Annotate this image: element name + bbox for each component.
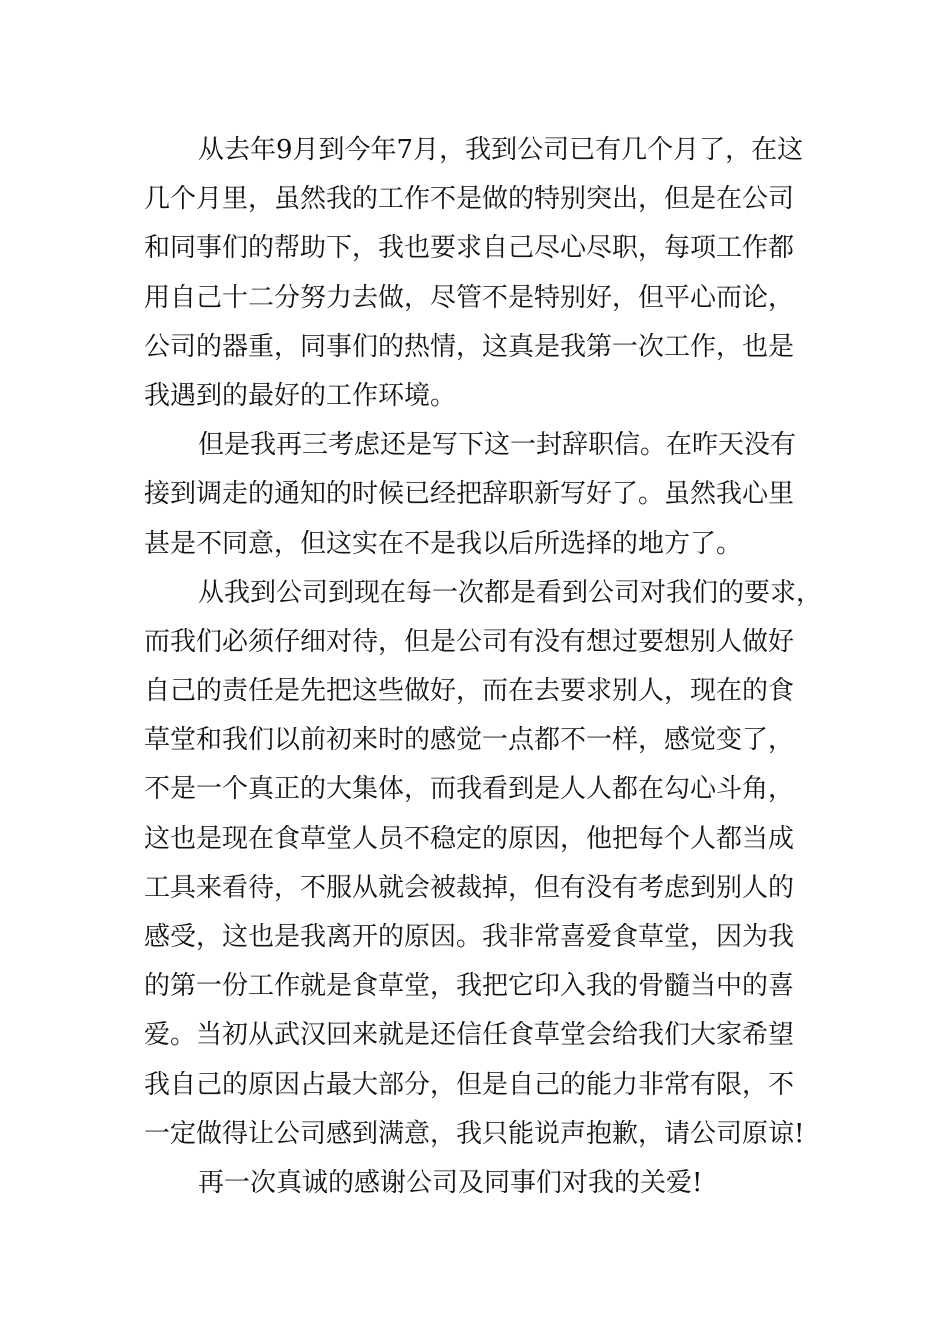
text-line: 但是我再三考虑还是写下这一封辞职信。在昨天没有 <box>198 430 797 461</box>
text-line: 我自己的原因占最大部分，但是自己的能力非常有限，不 <box>144 1069 795 1100</box>
paragraph-1 <box>144 126 824 421</box>
text-line: 爱。当初从武汉回来就是还信任食草堂会给我们大家希望 <box>144 1020 795 1051</box>
text-line: 草堂和我们以前初来时的感觉一点都不一样，感觉变了， <box>144 725 795 756</box>
text-line: 这也是现在食草堂人员不稳定的原因，他把每个人都当成 <box>144 823 795 854</box>
text-line: 甚是不同意，但这实在不是我以后所选择的地方了。 <box>144 528 743 559</box>
text-line: 和同事们的帮助下，我也要求自己尽心尽职，每项工作都 <box>144 233 795 264</box>
text-line: 我遇到的最好的工作环境。 <box>144 380 457 411</box>
text-line: 而我们必须仔细对待，但是公司有没有想过要想别人做好 <box>144 626 795 657</box>
text-line: 一定做得让公司感到满意，我只能说声抱歉，请公司原谅! <box>144 1118 805 1149</box>
paragraph-2 <box>144 421 824 569</box>
text-line: 工具来看待，不服从就会被裁掉，但有没有考虑到别人的 <box>144 872 795 903</box>
paragraph-3 <box>144 569 824 1159</box>
text-line: 几个月里，虽然我的工作不是做的特别突出，但是在公司 <box>144 184 795 215</box>
text-line: 从去年9月到今年7月，我到公司已有几个月了，在这 <box>198 135 804 165</box>
letter-body <box>144 126 824 1208</box>
text-line: 的第一份工作就是食草堂，我把它印入我的骨髓当中的喜 <box>144 971 795 1002</box>
paragraph-4 <box>144 1159 824 1208</box>
text-line: 不是一个真正的大集体，而我看到是人人都在勾心斗角， <box>144 774 795 805</box>
text-line: 用自己十二分努力去做，尽管不是特别好，但平心而论， <box>144 282 795 313</box>
text-line: 感受，这也是我离开的原因。我非常喜爱食草堂，因为我 <box>144 922 795 952</box>
text-line: 再一次真诚的感谢公司及同事们对我的关爱! <box>198 1167 703 1198</box>
text-line: 接到调走的通知的时候已经把辞职新写好了。虽然我心里 <box>144 479 795 510</box>
text-line: 从我到公司到现在每一次都是看到公司对我们的要求， <box>198 577 823 608</box>
text-line: 公司的器重，同事们的热情，这真是我第一次工作，也是 <box>144 331 795 362</box>
text-line: 自己的责任是先把这些做好，而在去要求别人，现在的食 <box>144 676 795 707</box>
